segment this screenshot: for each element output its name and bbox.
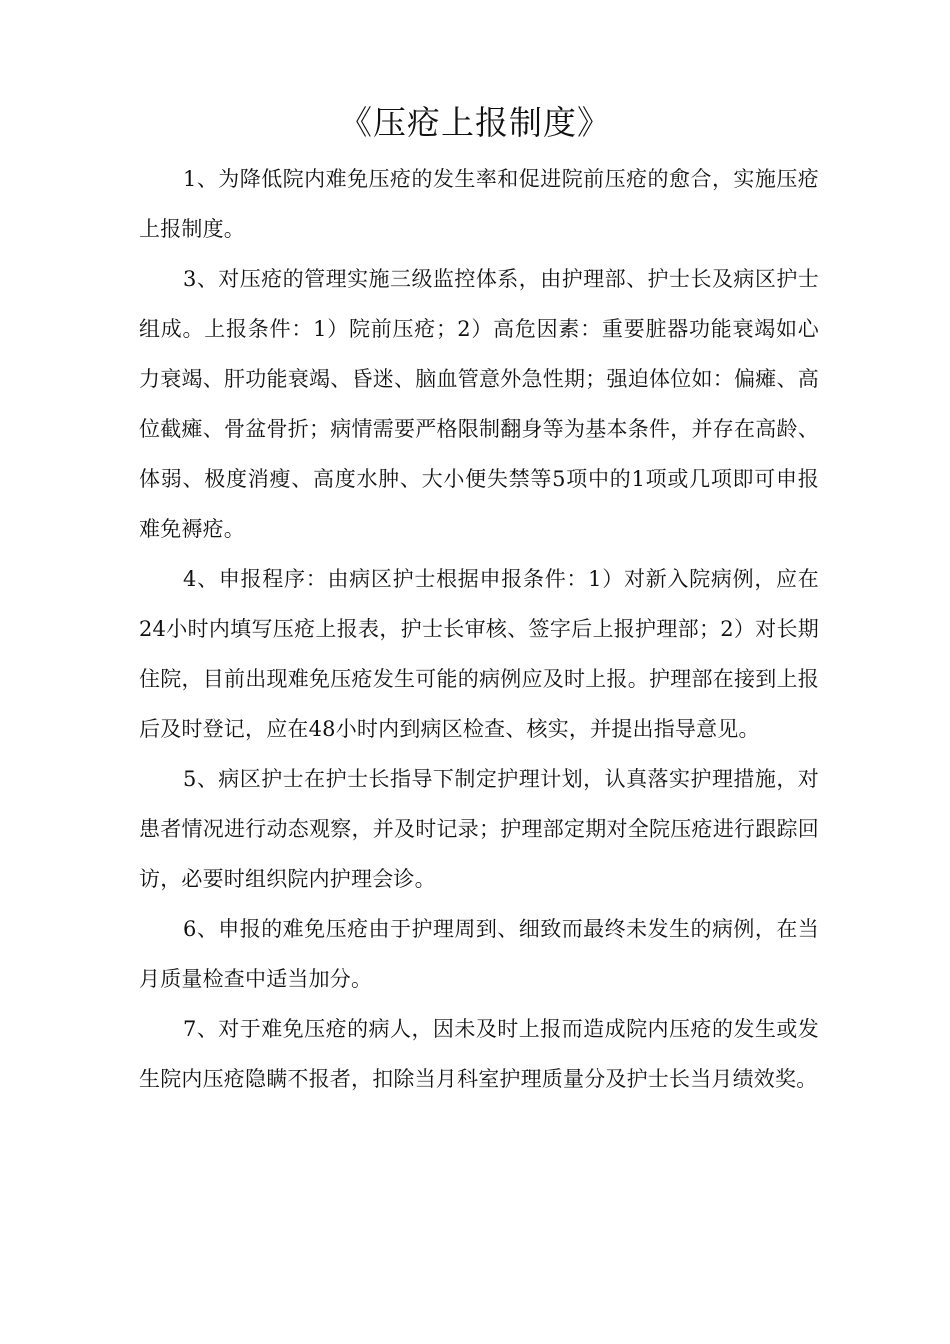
paragraph-4: 4、申报程序：由病区护士根据申报条件：1）对新入院病例，应在24小时内填写压疮上报表，护士长审核、签字后上报护理部；2）对长期住院，目前出现难免压疮发生可能的病例应及时上报。护理部在接到上报后及时登记，应在48小时内到病区检查、核实，并提出指导意见。 bbox=[139, 567, 819, 741]
paragraph-3: 3、对压疮的管理实施三级监控体系，由护理部、护士长及病区护士组成。上报条件：1）院前压疮；2）高危因素：重要脏器功能衰竭如心力衰竭、肝功能衰竭、昏迷、脑血管意外急性期；强迫体位如：偏瘫、高位截瘫、骨盆骨折；病情需要严格限制翻身等为基本条件，并存在高龄、体弱、极度消瘦、高度水肿、大小便失禁等5项中的1项或几项即可申报难免褥疮。 bbox=[139, 267, 819, 541]
paragraph-5: 5、病区护士在护士长指导下制定护理计划，认真落实护理措施，对患者情况进行动态观察，并及时记录；护理部定期对全院压疮进行跟踪回访，必要时组织院内护理会诊。 bbox=[139, 767, 819, 891]
paragraph-6: 6、申报的难免压疮由于护理周到、细致而最终未发生的病例，在当月质量检查中适当加分。 bbox=[139, 917, 819, 991]
document-title: 《压疮上报制度》 bbox=[339, 103, 611, 142]
paragraph-1: 1、为降低院内难免压疮的发生率和促进院前压疮的愈合，实施压疮上报制度。 bbox=[139, 167, 819, 241]
paragraph-7: 7、对于难免压疮的病人，因未及时上报而造成院内压疮的发生或发生院内压疮隐瞒不报者，扣除当月科室护理质量分及护士长当月绩效奖。 bbox=[139, 1017, 819, 1091]
document-body bbox=[139, 154, 819, 1104]
